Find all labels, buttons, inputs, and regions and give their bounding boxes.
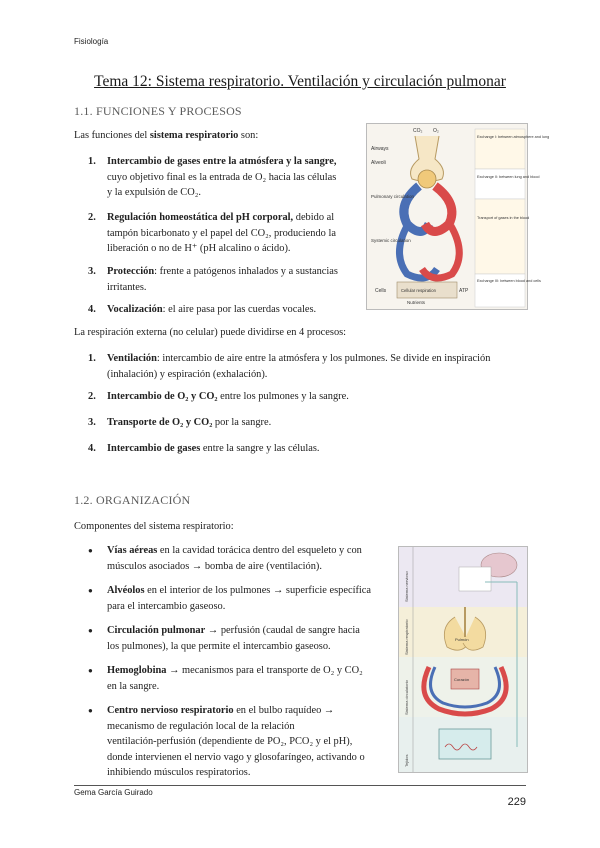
organization-diagram-svg	[399, 547, 527, 772]
item-bold: Transporte de O₂ y CO₂	[107, 417, 213, 428]
fig1-label-o2: O₂	[433, 128, 439, 134]
fig2-label-lung: Pulmón	[455, 637, 469, 642]
external-intro: La respiración externa (no celular) puede dividirse en 4 procesos:	[74, 327, 347, 338]
item-text: tampón bicarbonato y el papel del CO₂, produciendo la	[107, 227, 336, 239]
item-text: los pulmones), la que permite el intercambio gaseoso.	[107, 640, 331, 652]
fig1-label-cells: Cells	[375, 288, 387, 294]
fig1-label-systemic: Systemic circulation	[371, 238, 411, 243]
footer-divider	[74, 785, 526, 786]
fig2-label-heart: Corazón	[454, 677, 470, 682]
item-bold: Intercambio de O₂ y CO₂	[107, 391, 218, 402]
item-text: entre la sangre y las células.	[200, 443, 320, 454]
item-text: → perfusión (caudal de sangre hacia	[205, 625, 360, 636]
item-text: por la sangre.	[212, 417, 272, 428]
fig2-label-respiratory: Sistema respiratorio	[404, 619, 409, 655]
item-bold: Vías aéreas	[107, 545, 158, 556]
item-number: 2.	[88, 212, 96, 223]
item-bold: Hemoglobina	[107, 665, 167, 676]
item-bold: Circulación pulmonar	[107, 625, 206, 636]
fig1-label-co2: CO₂	[413, 128, 423, 134]
intro-paragraph	[74, 128, 258, 144]
components-intro: Componentes del sistema respiratorio:	[74, 521, 234, 532]
fig1-label-exch3: Exchange III: between blood and cells	[477, 279, 541, 283]
item-number: 1.	[88, 156, 96, 167]
page-number: 229	[507, 796, 526, 808]
intro-bold: sistema respiratorio	[149, 130, 239, 141]
item-text: : intercambio de aire entre la atmósfera y los pulmones. Se divide en inspiración	[156, 353, 491, 364]
footer-author: Gema García Guirado	[74, 788, 153, 797]
item-bold: Protección	[107, 266, 155, 277]
fig1-label-pulmonary: Pulmonary circulation	[371, 194, 415, 199]
item-text: músculos asociados → bomba de aire (ventilación).	[107, 560, 322, 572]
fig1-label-atp: ATP	[459, 288, 469, 294]
item-text: donde intervienen el nervio vago y glosofaríngeo, activando o	[107, 751, 365, 763]
fig2-label-nervous: Sistema nervioso	[404, 571, 409, 602]
bullet-icon: ●	[88, 626, 93, 635]
fig1-label-cellular: Cellular respiration	[401, 288, 436, 293]
item-text: en la cavidad torácica dentro del esqueleto y con	[157, 545, 362, 556]
bullet-icon: ●	[88, 706, 93, 715]
section-heading-1: 1.1. FUNCIONES Y PROCESOS	[74, 104, 242, 118]
intro-text: Las funciones del	[74, 130, 150, 141]
item-text: en el interior de los pulmones → superficie específica	[144, 585, 372, 596]
item-number: 2.	[88, 391, 96, 402]
respiration-diagram	[366, 123, 550, 310]
item-text: inhibiendo músculos respiratorios.	[107, 767, 251, 778]
fig1-label-exch2: Exchange II: between lung and blood	[477, 175, 540, 179]
item-number: 4.	[88, 304, 96, 315]
section-heading-2: 1.2. ORGANIZACIÓN	[74, 493, 191, 507]
item-text: cuyo objetivo final es la entrada de O₂ hacia las células	[107, 171, 337, 183]
item-bold: Ventilación	[107, 353, 157, 364]
item-bold: Regulación homeostática del pH corporal,	[107, 212, 294, 223]
item-text: (inhalación) y espiración (exhalación).	[107, 368, 268, 380]
item-text: y la expulsión de CO₂.	[107, 187, 201, 198]
fig1-label-exch1: Exchange I: between atmosphere and lung	[477, 135, 550, 139]
item-bold: Intercambio de gases	[107, 443, 201, 454]
item-number: 3.	[88, 417, 96, 428]
fig1-label-alveoli: Alveoli	[371, 160, 386, 166]
item-text: : frente a patógenos inhalados y a sustancias	[154, 266, 338, 277]
bullet-icon: ●	[88, 586, 93, 595]
item-text: liberación o no de H⁺ (pH alcalino o ácido).	[107, 243, 291, 254]
item-text: entre los pulmones y la sangre.	[217, 391, 349, 402]
item-number: 3.	[88, 266, 96, 277]
fig1-label-transport: Transport of gases in the blood	[477, 216, 530, 220]
item-text: → mecanismos para el transporte de O₂ y CO₂	[166, 665, 363, 676]
fig1-label-nutrients: Nutrients	[407, 300, 426, 305]
item-text: en el bulbo raquídeo →	[233, 705, 335, 716]
item-text: para el intercambio gaseoso.	[107, 600, 226, 612]
item-text: debido al	[293, 212, 335, 223]
bullet-icon: ●	[88, 546, 93, 555]
fig2-label-tissues: Tejidos	[404, 754, 409, 767]
item-bold: Centro nervioso respiratorio	[107, 705, 234, 716]
item-text: en la sangre.	[107, 680, 160, 692]
page-title: Tema 12: Sistema respiratorio. Ventilación y circulación pulmonar	[94, 73, 506, 90]
intro-text-end: son:	[238, 130, 259, 141]
respiration-diagram-svg	[367, 124, 550, 309]
item-text: : el aire pasa por las cuerdas vocales.	[162, 304, 317, 315]
item-bold: Vocalización	[107, 304, 163, 315]
page-header: Fisiología	[74, 37, 109, 46]
fig1-label-airways: Airways	[371, 146, 389, 152]
fig2-label-circulatory: Sistema circulatorio	[404, 680, 409, 715]
bullet-icon: ●	[88, 666, 93, 675]
organization-diagram	[398, 546, 528, 773]
item-number: 4.	[88, 443, 96, 454]
item-bold: Alvéolos	[107, 585, 145, 596]
item-text: mecanismo de regulación local de la relación	[107, 720, 295, 732]
item-bold: Intercambio de gases entre la atmósfera y la sangre,	[107, 156, 337, 167]
item-text: ventilación-perfusión (dependiente de PO₂, PCO₂ y el pH),	[107, 736, 353, 747]
item-text: irritantes.	[107, 281, 147, 293]
item-number: 1.	[88, 353, 96, 364]
